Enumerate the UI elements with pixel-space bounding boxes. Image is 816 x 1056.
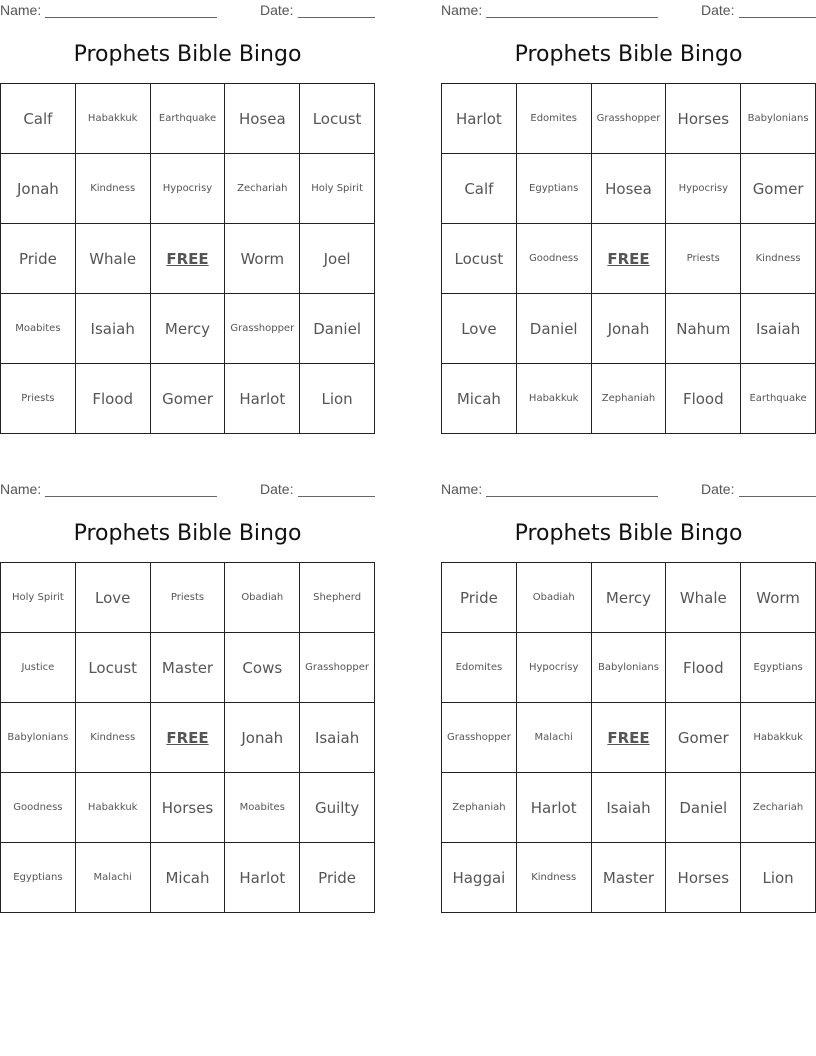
bingo-cell: Lion <box>741 843 816 913</box>
bingo-cell: Edomites <box>517 84 592 154</box>
bingo-cell: Hosea <box>592 154 667 224</box>
bingo-cell: Edomites <box>442 633 517 703</box>
bingo-cell: Goodness <box>517 224 592 294</box>
bingo-cell: Malachi <box>76 843 151 913</box>
bingo-cell: Babylonians <box>1 703 76 773</box>
bingo-cell: Master <box>151 633 226 703</box>
bingo-card <box>441 479 816 913</box>
bingo-cell: Harlot <box>517 773 592 843</box>
bingo-cell: Jonah <box>1 154 76 224</box>
bingo-cell: Justice <box>1 633 76 703</box>
bingo-cell: FREE <box>592 224 667 294</box>
bingo-cell: Babylonians <box>592 633 667 703</box>
name-label: Name: <box>0 2 42 18</box>
bingo-cell: Habakkuk <box>76 84 151 154</box>
bingo-cell: Pride <box>442 563 517 633</box>
bingo-cell: Worm <box>741 563 816 633</box>
bingo-cell: Daniel <box>666 773 741 843</box>
bingo-cell: Whale <box>76 224 151 294</box>
bingo-cell: Priests <box>1 364 76 434</box>
bingo-cell: Isaiah <box>741 294 816 364</box>
bingo-cell: FREE <box>151 703 226 773</box>
bingo-cell: Holy Spirit <box>300 154 375 224</box>
name-date-line <box>0 481 375 499</box>
date-label: Date: <box>701 481 735 497</box>
bingo-cell: Love <box>442 294 517 364</box>
card-title: Prophets Bible Bingo <box>73 42 302 67</box>
bingo-cell: Zephaniah <box>592 364 667 434</box>
bingo-cell: Egyptians <box>517 154 592 224</box>
card-title: Prophets Bible Bingo <box>514 42 743 67</box>
bingo-cell: Jonah <box>592 294 667 364</box>
bingo-cell: Habakkuk <box>517 364 592 434</box>
bingo-cell: Habakkuk <box>76 773 151 843</box>
bingo-cell: Harlot <box>225 364 300 434</box>
bingo-grid <box>0 562 375 913</box>
bingo-cell: Gomer <box>741 154 816 224</box>
bingo-cell: Cows <box>225 633 300 703</box>
bingo-grid <box>0 83 375 434</box>
bingo-cell: Jonah <box>225 703 300 773</box>
bingo-cell: Zechariah <box>225 154 300 224</box>
bingo-cell: Holy Spirit <box>1 563 76 633</box>
bingo-cell: Horses <box>666 843 741 913</box>
bingo-cell: Kindness <box>76 703 151 773</box>
date-blank[interactable] <box>298 496 375 497</box>
bingo-cell: Priests <box>151 563 226 633</box>
bingo-cell: Locust <box>300 84 375 154</box>
bingo-cell: Grasshopper <box>442 703 517 773</box>
bingo-cell: Master <box>592 843 667 913</box>
card-title: Prophets Bible Bingo <box>514 521 743 546</box>
bingo-cell: Zechariah <box>741 773 816 843</box>
date-blank[interactable] <box>739 496 816 497</box>
bingo-cell: Isaiah <box>300 703 375 773</box>
bingo-cell: Mercy <box>151 294 226 364</box>
bingo-cell: Locust <box>442 224 517 294</box>
bingo-cell: Micah <box>151 843 226 913</box>
bingo-cell: Priests <box>666 224 741 294</box>
bingo-cell: FREE <box>151 224 226 294</box>
bingo-cell: Lion <box>300 364 375 434</box>
bingo-cell: Daniel <box>517 294 592 364</box>
bingo-grid <box>441 562 816 913</box>
bingo-cell: FREE <box>592 703 667 773</box>
name-date-line <box>441 481 816 499</box>
name-date-line <box>0 2 375 20</box>
name-blank[interactable] <box>45 17 217 18</box>
name-blank[interactable] <box>486 496 658 497</box>
bingo-cell: Kindness <box>517 843 592 913</box>
bingo-cell: Flood <box>76 364 151 434</box>
bingo-cell: Egyptians <box>1 843 76 913</box>
bingo-cell: Earthquake <box>741 364 816 434</box>
bingo-cell: Calf <box>1 84 76 154</box>
bingo-cell: Kindness <box>741 224 816 294</box>
bingo-cell: Worm <box>225 224 300 294</box>
bingo-cell: Pride <box>300 843 375 913</box>
bingo-cell: Daniel <box>300 294 375 364</box>
bingo-cell: Isaiah <box>592 773 667 843</box>
bingo-cell: Shepherd <box>300 563 375 633</box>
bingo-card <box>441 0 816 434</box>
bingo-cell: Calf <box>442 154 517 224</box>
date-label: Date: <box>701 2 735 18</box>
bingo-cell: Habakkuk <box>741 703 816 773</box>
bingo-cell: Hypocrisy <box>151 154 226 224</box>
bingo-cell: Obadiah <box>517 563 592 633</box>
bingo-cell: Nahum <box>666 294 741 364</box>
bingo-cell: Hypocrisy <box>517 633 592 703</box>
bingo-cell: Harlot <box>225 843 300 913</box>
bingo-cell: Zephaniah <box>442 773 517 843</box>
bingo-card <box>0 0 375 434</box>
bingo-cell: Babylonians <box>741 84 816 154</box>
bingo-cell: Pride <box>1 224 76 294</box>
bingo-cell: Malachi <box>517 703 592 773</box>
bingo-cell: Hosea <box>225 84 300 154</box>
bingo-cell: Grasshopper <box>225 294 300 364</box>
bingo-cell: Moabites <box>225 773 300 843</box>
bingo-cell: Flood <box>666 364 741 434</box>
bingo-cell: Hypocrisy <box>666 154 741 224</box>
bingo-cell: Isaiah <box>76 294 151 364</box>
name-blank[interactable] <box>486 17 658 18</box>
bingo-cell: Grasshopper <box>592 84 667 154</box>
bingo-cell: Earthquake <box>151 84 226 154</box>
bingo-cell: Guilty <box>300 773 375 843</box>
name-label: Name: <box>0 481 42 497</box>
bingo-cell: Kindness <box>76 154 151 224</box>
bingo-cell: Mercy <box>592 563 667 633</box>
bingo-cell: Horses <box>666 84 741 154</box>
date-label: Date: <box>260 2 294 18</box>
bingo-cell: Haggai <box>442 843 517 913</box>
bingo-cell: Harlot <box>442 84 517 154</box>
bingo-cell: Egyptians <box>741 633 816 703</box>
bingo-cell: Gomer <box>151 364 226 434</box>
bingo-cell: Moabites <box>1 294 76 364</box>
bingo-cell: Goodness <box>1 773 76 843</box>
bingo-cell: Locust <box>76 633 151 703</box>
card-title: Prophets Bible Bingo <box>73 521 302 546</box>
bingo-grid <box>441 83 816 434</box>
bingo-cell: Flood <box>666 633 741 703</box>
bingo-card <box>0 479 375 913</box>
bingo-cell: Micah <box>442 364 517 434</box>
bingo-cell: Grasshopper <box>300 633 375 703</box>
date-blank[interactable] <box>298 17 375 18</box>
name-blank[interactable] <box>45 496 217 497</box>
date-label: Date: <box>260 481 294 497</box>
name-label: Name: <box>441 2 483 18</box>
name-label: Name: <box>441 481 483 497</box>
bingo-cell: Obadiah <box>225 563 300 633</box>
date-blank[interactable] <box>739 17 816 18</box>
bingo-cell: Whale <box>666 563 741 633</box>
bingo-cell: Love <box>76 563 151 633</box>
bingo-cell: Joel <box>300 224 375 294</box>
bingo-cell: Horses <box>151 773 226 843</box>
name-date-line <box>441 2 816 20</box>
bingo-cell: Gomer <box>666 703 741 773</box>
